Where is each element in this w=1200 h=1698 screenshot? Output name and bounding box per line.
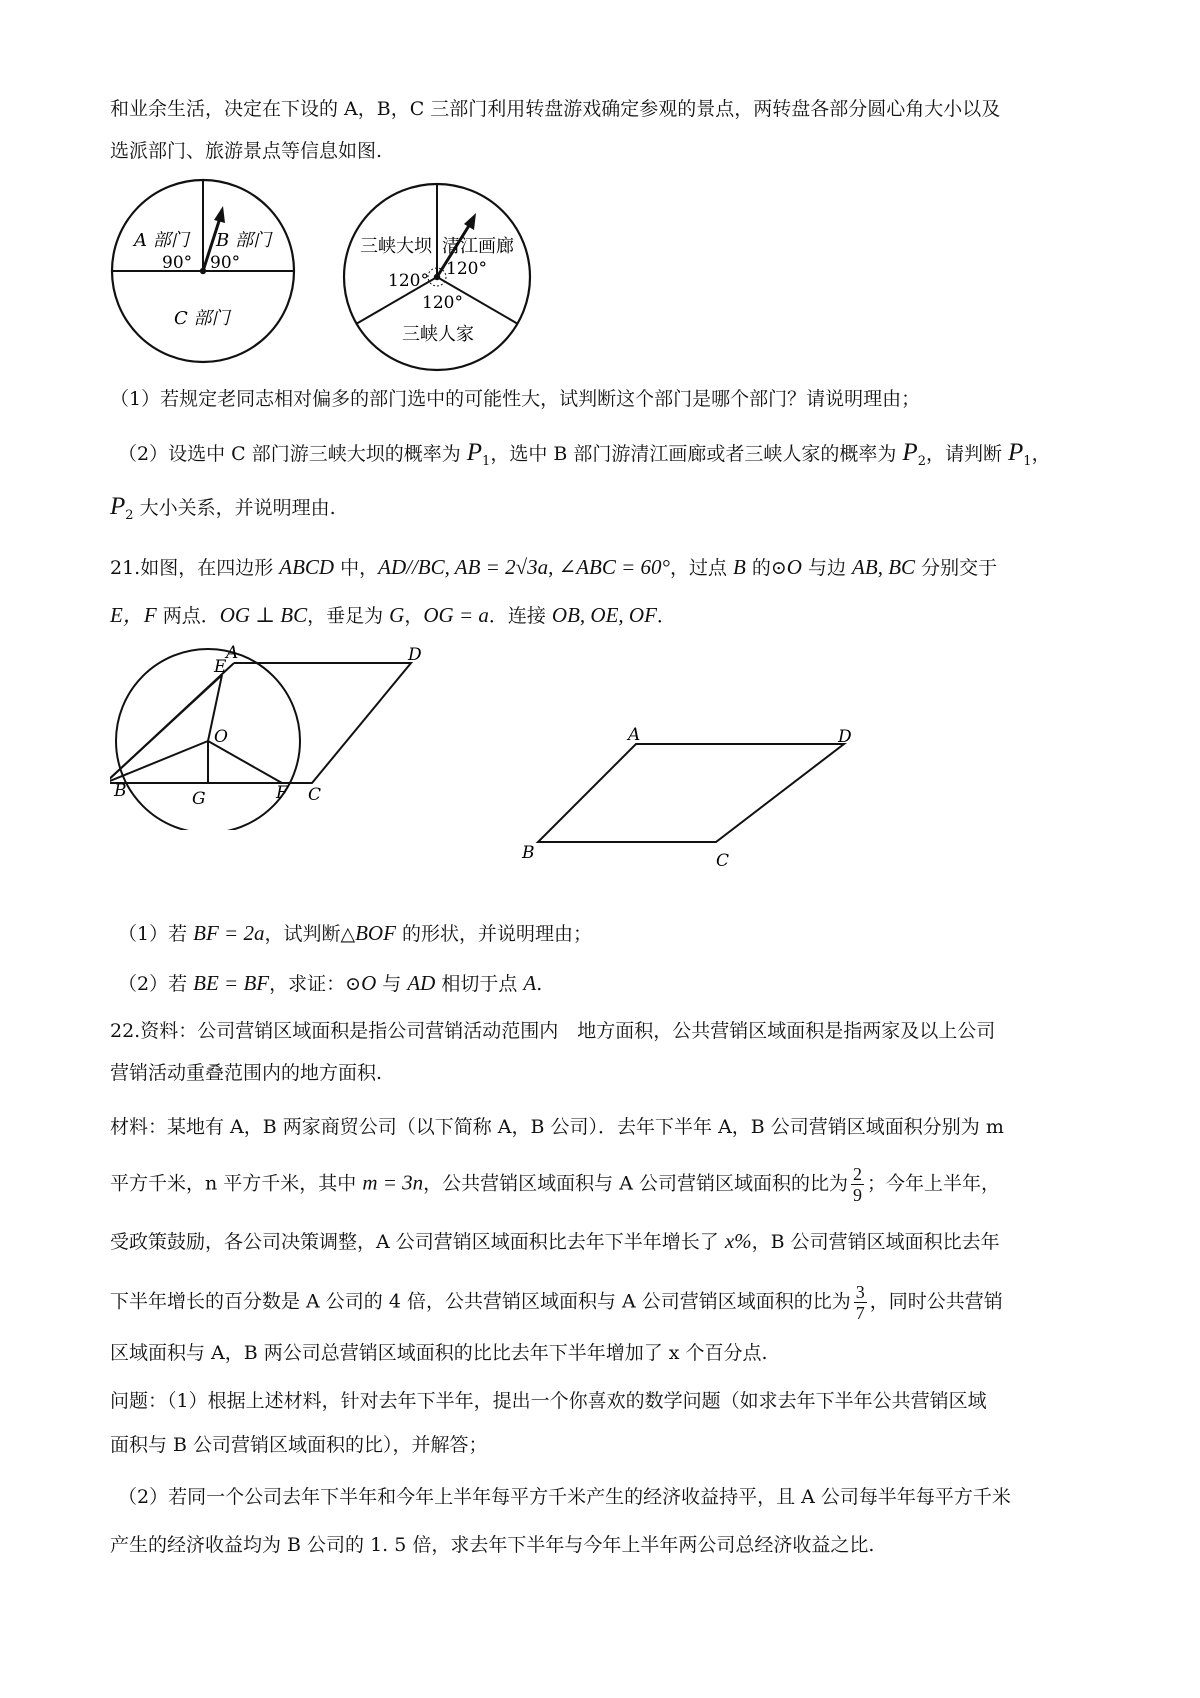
sector-b-label: B 部门	[216, 230, 271, 251]
q20-part-2-line-2: $P_2$ 大小关系，并说明理由.	[110, 493, 336, 523]
q22-line-2: 营销活动重叠范围内的地方面积.	[110, 1062, 383, 1084]
label-c: C	[716, 851, 730, 871]
q22-line-5: 受政策鼓励，各公司决策调整，A 公司营销区域面积比去年下半年增长了 x%，B 公司营销区域面积比去年	[110, 1229, 1000, 1253]
angle-b-label: 90°	[210, 253, 241, 273]
label-o: O	[214, 727, 228, 747]
label-a: A	[226, 643, 239, 663]
label-b: B	[522, 843, 535, 863]
label-c: C	[308, 785, 322, 805]
label-f: F	[276, 783, 288, 803]
angle-2-label: 120°	[446, 259, 487, 279]
arrow-head-icon	[214, 206, 225, 223]
fraction-2-9: $\frac{2}{9}$	[852, 1164, 862, 1205]
segment-of	[208, 741, 282, 783]
intro-line-2: 选派部门、旅游景点等信息如图.	[110, 140, 383, 162]
segment-be	[110, 675, 222, 783]
angle-a-label: 90°	[162, 253, 193, 273]
angle-3-label: 120°	[422, 293, 463, 313]
q22-line-1: 22.资料：公司营销区域面积是指公司营销活动范围内 地方面积，公共营销区域面积是指两家及以上公司	[110, 1020, 996, 1042]
q22-line-4: 平方千米，n 平方千米，其中 m = 3n，公共营销区域面积与 A 公司营销区域面积的比为 $\frac{2}{9}$ ；今年上半年，	[110, 1164, 1000, 1205]
q21-figure-right	[520, 720, 860, 910]
q22-line-8: 问题：（1）根据上述材料，针对去年下半年，提出一个你喜欢的数学问题（如求去年下半年公共营销区域	[110, 1390, 987, 1412]
parallelogram-abcd	[110, 663, 411, 783]
sector-c-label: C 部门	[174, 308, 230, 329]
label-e: E	[214, 657, 227, 677]
q20-part-1: （1）若规定老同志相对偏多的部门选中的可能性大，试判断这个部门是哪个部门？请说明理由；	[110, 388, 921, 410]
fraction-3-7: $\frac{3}{7}$	[855, 1282, 865, 1323]
sector-sanxia-family: 三峡人家	[402, 324, 474, 345]
sector-a-label: A 部门	[134, 230, 189, 251]
intro-line-1: 和业余生活，决定在下设的 A，B，C 三部门利用转盘游戏确定参观的景点，两转盘各部分圆心角大小以及	[110, 98, 1001, 120]
arrow-head-icon	[464, 213, 476, 230]
q21-figure-left	[110, 640, 470, 830]
label-d: D	[408, 645, 422, 665]
sector-sanxia-dam: 三峡大坝	[360, 236, 432, 257]
q21-part-1: （1）若 BF = 2a，试判断△BOF 的形状，并说明理由；	[118, 921, 592, 945]
parallelogram-abcd-right	[538, 744, 844, 842]
q22-line-3: 材料：某地有 A，B 两家商贸公司（以下简称 A，B 公司）．去年下半年 A，B 公司营销区域面积分别为 m	[110, 1116, 1004, 1138]
angle-1-label: 120°	[388, 271, 429, 291]
label-g: G	[192, 789, 206, 809]
spinner-pivot	[200, 268, 206, 274]
q21-line-1: 21.如图，在四边形 ABCD 中，AD//BC, AB = 2√3a, ∠ABC = 60°，过点 B 的⊙O 与边 AB, BC 分别交于	[110, 555, 998, 579]
q20-part-2-line-1: （2）设选中 C 部门游三峡大坝的概率为 $P_1$，选中 B 部门游清江画廊或者三峡人家的概率为 $P_2$，请判断 $P_1$，	[118, 439, 1051, 469]
label-a: A	[628, 725, 641, 745]
q22-line-10: （2）若同一个公司去年下半年和今年上半年每平方千米产生的经济收益持平，且 A 公司每半年每平方千米	[118, 1486, 1011, 1508]
q22-line-6: 下半年增长的百分数是 A 公司的 4 倍，公共营销区域面积与 A 公司营销区域面积的比为 $\frac{3}{7}$ ，同时公共营销	[110, 1282, 1003, 1323]
q22-line-7: 区域面积与 A，B 两公司总营销区域面积的比比去年下半年增加了 x 个百分点.	[110, 1342, 768, 1364]
q22-line-11: 产生的经济收益均为 B 公司的 1. 5 倍，求去年下半年与今年上半年两公司总经济收益之比.	[110, 1534, 875, 1556]
scenic-spot-spinner	[338, 176, 538, 380]
label-d: D	[838, 727, 852, 747]
q22-line-9: 面积与 B 公司营销区域面积的比），并解答；	[110, 1434, 488, 1456]
department-spinner	[110, 176, 316, 386]
q21-line-2: E，F 两点．OG ⊥ BC，垂足为 G，OG = a．连接 OB, OE, OF．	[110, 603, 676, 627]
label-b: B	[114, 781, 127, 801]
sector-qingjiang-gallery: 清江画廊	[442, 236, 514, 257]
spinner-pivot	[434, 274, 440, 280]
segment-ob	[110, 741, 208, 783]
q21-part-2: （2）若 BE = BF，求证：⊙O 与 AD 相切于点 A.	[118, 971, 543, 995]
